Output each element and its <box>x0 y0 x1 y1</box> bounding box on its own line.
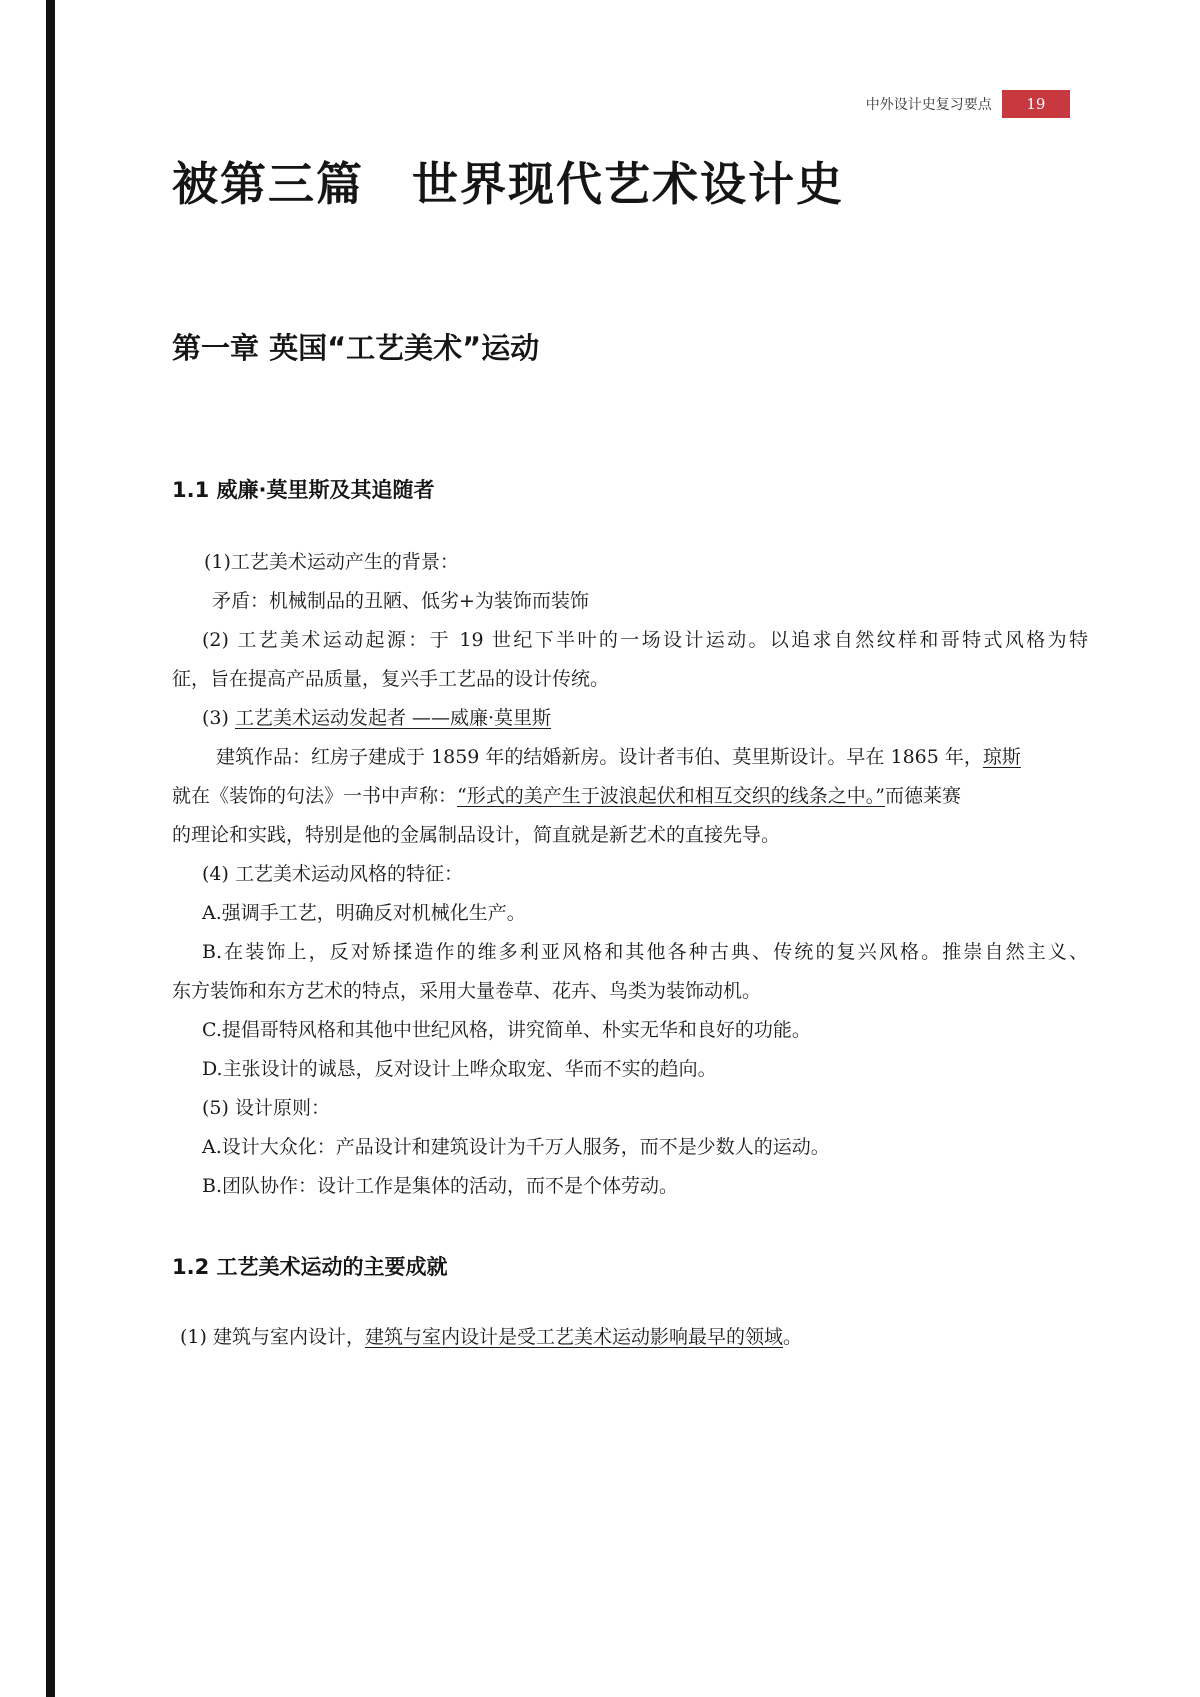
underlined-text: 琼斯 <box>982 746 1021 768</box>
part-title: 被第三篇 世界现代艺术设计史 <box>172 157 844 211</box>
section-title-1-1: 1.1 威廉·莫里斯及其追随者 <box>172 478 435 502</box>
underlined-quote: “形式的美产生于波浪起伏和相互交织的线条之中。” <box>457 785 885 807</box>
running-header <box>840 90 1070 118</box>
paragraph-line: A.设计大众化：产品设计和建筑设计为千万人服务，而不是少数人的运动。 <box>202 1136 830 1158</box>
paragraph-line: 矛盾：机械制品的丑陋、低劣+为装饰而装饰 <box>212 590 589 612</box>
paragraph-line: 东方装饰和东方艺术的特点，采用大量卷草、花卉、鸟类为装饰动机。 <box>172 980 762 1002</box>
line-text: (1) 建筑与室内设计， <box>180 1326 365 1348</box>
underlined-text: 建筑与室内设计是受工艺美术运动影响最早的领域 <box>364 1326 783 1348</box>
paragraph-line: (1)工艺美术运动产生的背景： <box>204 551 459 573</box>
page-number-badge: 19 <box>1002 90 1070 118</box>
line-text: 就在《装饰的句法》一书中声称： <box>172 785 458 807</box>
underlined-text: 工艺美术运动发起者 ——威廉·莫里斯 <box>234 707 552 729</box>
paragraph-line: 征，旨在提高产品质量，复兴手工艺品的设计传统。 <box>172 668 610 690</box>
paragraph-line <box>172 627 1088 653</box>
paragraph-line: (4) 工艺美术运动风格的特征： <box>202 863 463 885</box>
paragraph-line: D.主张设计的诚恳，反对设计上哗众取宠、华而不实的趋向。 <box>202 1058 717 1080</box>
paragraph-line: A.强调手工艺，明确反对机械化生产。 <box>202 902 526 924</box>
paragraph-line: C.提倡哥特风格和其他中世纪风格，讲究简单、朴实无华和良好的功能。 <box>202 1019 811 1041</box>
line-text: B.在装饰上，反对矫揉造作的维多利亚风格和其他各种古典、传统的复兴风格。推崇自然主义、 <box>202 941 1088 963</box>
paragraph-line <box>180 1324 802 1350</box>
paragraph-line <box>216 744 1021 770</box>
binding-edge <box>46 0 55 1697</box>
paragraph-line <box>172 939 1088 965</box>
paragraph-line: (5) 设计原则： <box>202 1097 330 1119</box>
header-title: 中外设计史复习要点 <box>865 97 992 113</box>
paragraph-line <box>172 783 961 809</box>
section-title-1-2: 1.2 工艺美术运动的主要成就 <box>172 1255 448 1279</box>
line-text: (2) 工艺美术运动起源：于 19 世纪下半叶的一场设计运动。以追求自然纹样和哥特式风格为特 <box>202 629 1088 651</box>
paragraph-line <box>202 705 551 731</box>
line-text: (3) <box>202 707 235 729</box>
chapter-title: 第一章 英国“工艺美术”运动 <box>172 331 540 365</box>
line-text: 建筑作品：红房子建成于 1859 年的结婚新房。设计者韦伯、莫里斯设计。早在 1865 年， <box>216 746 983 768</box>
paragraph-line: 的理论和实践，特别是他的金属制品设计，简直就是新艺术的直接先导。 <box>172 824 781 846</box>
line-text: 。 <box>782 1326 802 1348</box>
line-text: 而德莱赛 <box>884 785 961 807</box>
paragraph-line: B.团队协作：设计工作是集体的活动，而不是个体劳动。 <box>202 1175 679 1197</box>
